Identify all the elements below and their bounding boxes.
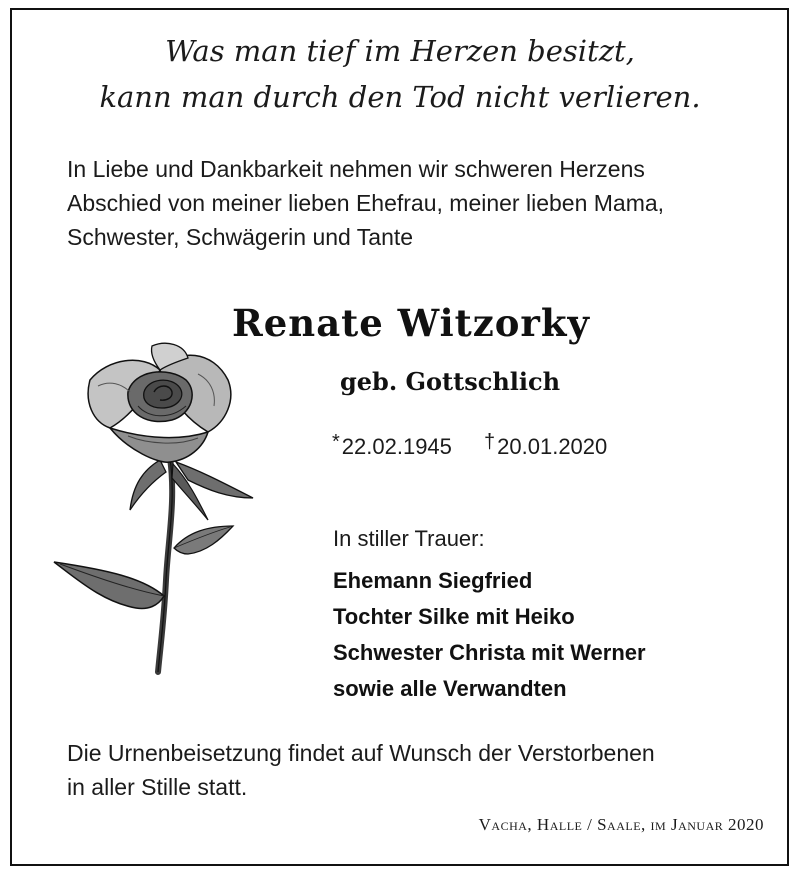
quote-line-1: Was man tief im Herzen besitzt,: [165, 34, 635, 68]
mourner-item: Schwester Christa mit Werner: [333, 640, 646, 665]
death-date: 20.01.2020: [497, 434, 608, 459]
rose-sepal: [130, 460, 166, 510]
rose-stem: [158, 458, 172, 672]
burial-note: [67, 736, 777, 804]
maiden-name: geb. Gottschlich: [340, 367, 561, 396]
death-cross-icon: †: [484, 431, 496, 453]
birth-star-icon: *: [332, 431, 340, 453]
place-date: Vacha, Halle / Saale, im Januar 2020: [478, 815, 764, 834]
rose-leaf: [174, 526, 233, 554]
note-line-2: in aller Stille statt.: [67, 774, 248, 800]
deceased-name: Renate Witzorky: [232, 301, 591, 345]
note-line-1: Die Urnenbeisetzung findet auf Wunsch der Verstorbenen: [67, 740, 655, 766]
birth-date: 22.02.1945: [341, 434, 452, 459]
mourner-item: sowie alle Verwandten: [333, 676, 567, 701]
intro-line-1: In Liebe und Dankbarkeit nehmen wir schweren Herzens: [67, 156, 645, 182]
mourner-item: Ehemann Siegfried: [333, 568, 533, 593]
mourning-label: In stiller Trauer:: [333, 526, 485, 551]
mourner-item: Tochter Silke mit Heiko: [333, 604, 575, 629]
intro-line-3: Schwester, Schwägerin und Tante: [67, 224, 414, 250]
rose-leaf: [54, 562, 164, 609]
intro-text: [67, 152, 767, 254]
rose-petal: [110, 428, 208, 462]
rose-icon: [48, 340, 268, 680]
intro-line-2: Abschied von meiner lieben Ehefrau, meiner lieben Mama,: [67, 190, 665, 216]
life-dates: [332, 422, 607, 467]
quote-line-2: kann man durch den Tod nicht verlieren.: [99, 80, 701, 114]
memorial-quote: [0, 28, 800, 120]
mourners-list: [333, 563, 646, 707]
